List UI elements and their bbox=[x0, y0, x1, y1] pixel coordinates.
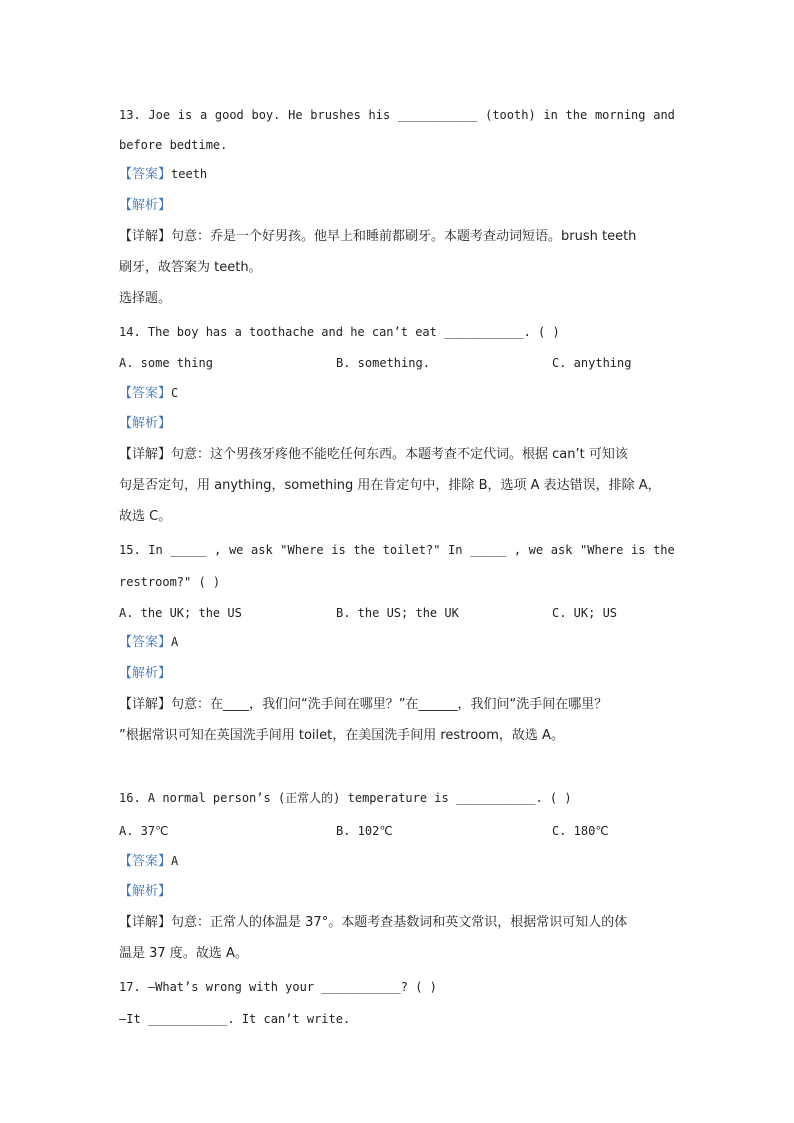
q15-detail-line2: ”根据常识可知在英国洗手间用 toilet，在美国洗手间用 restroom，故选 A。 bbox=[119, 728, 564, 743]
analysis-tag: 【解析】 bbox=[119, 198, 172, 213]
stem-word: (tooth) bbox=[485, 108, 536, 122]
stem-word: "Where bbox=[580, 543, 624, 557]
q13-detail-line2: 刷牙，故答案为 teeth。 bbox=[119, 260, 262, 275]
q13-analysis bbox=[119, 197, 171, 214]
q15-option-c: C. UK; US bbox=[552, 606, 618, 620]
q16-analysis bbox=[119, 883, 171, 900]
stem-word: _____ bbox=[170, 543, 207, 557]
detail-tag: 【详解】 bbox=[119, 915, 172, 930]
stem-word: in bbox=[543, 108, 558, 122]
stem-word: ___________ bbox=[397, 108, 478, 122]
q15-detail-text1: 句意：在____，我们问“洗手间在哪里？”在______，我们问“洗手间在哪里？ bbox=[171, 697, 608, 712]
q15-analysis bbox=[119, 665, 171, 682]
detail-tag: 【详解】 bbox=[119, 229, 172, 244]
q16-stem: 16. A normal person’s (正常人的) temperature is ___________. ( ) bbox=[119, 791, 572, 805]
q16-option-b: B. 102℃ bbox=[336, 824, 393, 838]
stem-word: , bbox=[214, 543, 222, 557]
q15-option-b: B. the US; the UK bbox=[336, 606, 459, 620]
q16-detail-text1: 句意：正常人的体温是 37°。本题考查基数词和英文常识，根据常识可知人的体 bbox=[171, 915, 628, 930]
stem-word: He bbox=[288, 108, 303, 122]
analysis-tag: 【解析】 bbox=[119, 416, 172, 431]
q16-option-c: C. 180℃ bbox=[552, 824, 609, 838]
q13-extra: 选择题。 bbox=[119, 291, 172, 306]
q16-answer-value: A bbox=[171, 854, 179, 868]
q16-detail-line1 bbox=[119, 915, 627, 931]
q17-stem-line1: 17. —What’s wrong with your ___________? ( ) bbox=[119, 980, 437, 994]
q14-option-c: C. anything bbox=[552, 356, 632, 370]
detail-tag: 【详解】 bbox=[119, 697, 172, 712]
detail-tag: 【详解】 bbox=[119, 447, 172, 462]
analysis-tag: 【解析】 bbox=[119, 666, 172, 681]
q16-answer bbox=[119, 853, 178, 870]
q13-stem-line1 bbox=[119, 107, 675, 123]
stem-word: In bbox=[148, 543, 163, 557]
q14-detail-text1: 句意：这个男孩牙疼他不能吃任何东西。本题考查不定代词。根据 can’t 可知该 bbox=[171, 447, 628, 462]
stem-word: morning bbox=[594, 108, 646, 122]
answer-tag: 【答案】 bbox=[119, 167, 172, 182]
stem-word: the bbox=[565, 108, 588, 122]
q14-analysis bbox=[119, 415, 171, 432]
q15-option-a: A. the UK; the US bbox=[119, 606, 242, 620]
q14-option-a: A. some thing bbox=[119, 356, 213, 370]
stem-word: 13. bbox=[119, 108, 141, 122]
stem-word: boy. bbox=[251, 108, 281, 122]
stem-word: the bbox=[653, 543, 675, 557]
stem-word: , bbox=[513, 543, 522, 557]
stem-word: "Where bbox=[280, 543, 324, 557]
stem-word: 15. bbox=[119, 543, 141, 557]
answer-tag: 【答案】 bbox=[119, 635, 172, 650]
q14-answer-value: C bbox=[171, 386, 179, 400]
q16-detail-line2: 温是 37 度。故选 A。 bbox=[119, 946, 248, 961]
q13-answer-value: teeth bbox=[171, 167, 208, 181]
q14-stem: 14. The boy has a toothache and he can’t eat ___________. ( ) bbox=[119, 325, 560, 339]
stem-word: we bbox=[528, 543, 544, 557]
q14-answer bbox=[119, 385, 178, 402]
q13-stem-line2: before bedtime. bbox=[119, 138, 228, 152]
stem-word: ask bbox=[550, 543, 573, 557]
stem-word: Joe bbox=[148, 108, 171, 122]
stem-word: we bbox=[228, 543, 244, 557]
stem-word: the bbox=[353, 543, 376, 557]
stem-word: is bbox=[331, 543, 346, 557]
stem-word: and bbox=[653, 108, 675, 122]
stem-word: good bbox=[214, 108, 244, 122]
q14-detail-line2: 句是否定句，用 anything，something 用在肯定句中，排除 B，选项 A 表达错误，排除 A， bbox=[119, 478, 661, 493]
stem-word: In bbox=[448, 543, 463, 557]
q13-detail-line1 bbox=[119, 229, 636, 245]
q14-detail-line1 bbox=[119, 447, 628, 463]
q15-stem-line2: restroom?" ( ) bbox=[119, 575, 221, 589]
stem-word: toilet?" bbox=[382, 543, 441, 557]
q17-stem-line2: —It ___________. It can’t write. bbox=[119, 1012, 351, 1026]
stem-word: his bbox=[368, 108, 391, 122]
stem-word: is bbox=[177, 108, 193, 122]
stem-word: _____ bbox=[470, 543, 507, 557]
stem-word: brushes bbox=[310, 108, 361, 122]
answer-tag: 【答案】 bbox=[119, 854, 172, 869]
q15-answer bbox=[119, 634, 178, 651]
stem-word: a bbox=[199, 108, 208, 122]
q13-answer bbox=[119, 166, 207, 183]
stem-word: ask bbox=[251, 543, 273, 557]
answer-tag: 【答案】 bbox=[119, 386, 172, 401]
q15-answer-value: A bbox=[171, 635, 179, 649]
q16-option-a: A. 37℃ bbox=[119, 824, 169, 838]
stem-word: is bbox=[631, 543, 646, 557]
q13-detail-text1: 句意：乔是一个好男孩。他早上和睡前都刷牙。本题考查动词短语。brush teeth bbox=[171, 229, 637, 244]
q15-stem-line1 bbox=[119, 542, 675, 558]
q14-option-b: B. something. bbox=[336, 356, 430, 370]
q15-detail-line1 bbox=[119, 697, 607, 713]
q14-detail-line3: 故选 C。 bbox=[119, 509, 172, 524]
analysis-tag: 【解析】 bbox=[119, 884, 172, 899]
